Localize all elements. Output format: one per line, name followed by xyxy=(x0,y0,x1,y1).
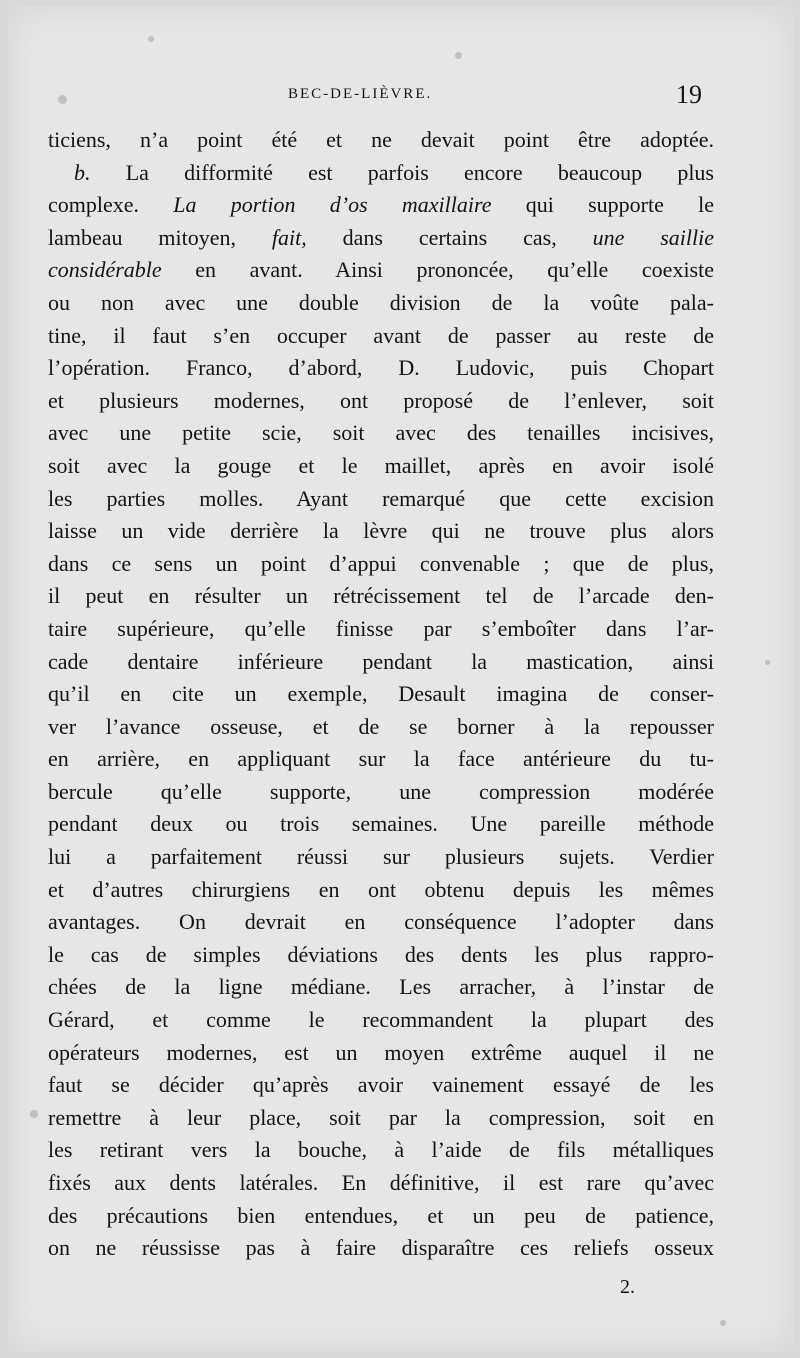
text-line: complexe. La portion d’os maxillaire qui supporte le xyxy=(48,192,714,218)
text-line: lambeau mitoyen, fait, dans certains cas, une saillie xyxy=(48,224,714,250)
text-line: b. La difformité est parfois encore beaucoup plus xyxy=(74,159,714,185)
text-line: des précautions bien entendues, et un peu de patience, xyxy=(48,1202,714,1228)
text-line: pendant deux ou trois semaines. Une pareille méthode xyxy=(48,811,714,837)
text-line: taire supérieure, qu’elle finisse par s’emboîter dans l’ar- xyxy=(48,615,714,641)
text-line: les retirant vers la bouche, à l’aide de fils métalliques xyxy=(48,1137,714,1163)
text-line: on ne réussisse pas à faire disparaître ces reliefs osseux xyxy=(48,1235,714,1261)
text-line: soit avec la gouge et le maillet, après en avoir isolé xyxy=(48,452,714,478)
signature-mark: 2. xyxy=(620,1276,635,1298)
text-line: en arrière, en appliquant sur la face antérieure du tu- xyxy=(48,746,714,772)
running-title: BEC-DE-LIÈVRE. xyxy=(288,86,433,102)
text-line: avec une petite scie, soit avec des tenailles incisives, xyxy=(48,420,714,446)
text-line: remettre à leur place, soit par la compression, soit en xyxy=(48,1104,714,1130)
page-number: 19 xyxy=(676,80,702,109)
text-line: opérateurs modernes, est un moyen extrême auquel il ne xyxy=(48,1039,714,1065)
text-line: l’opération. Franco, d’abord, D. Ludovic, puis Chopart xyxy=(48,355,714,381)
text-line: ver l’avance osseuse, et de se borner à la repousser xyxy=(48,713,714,739)
paper-speck xyxy=(58,95,67,104)
text-line: lui a parfaitement réussi sur plusieurs sujets. Verdier xyxy=(48,844,714,870)
text-line: ticiens, n’a point été et ne devait point être adoptée. xyxy=(48,127,714,152)
text-line: les parties molles. Ayant remarqué que cette excision xyxy=(48,485,714,511)
paper-speck xyxy=(30,1110,38,1118)
text-line: chées de la ligne médiane. Les arracher, à l’instar de xyxy=(48,974,714,1000)
paper-speck xyxy=(765,660,770,665)
text-line: ou non avec une double division de la voûte pala- xyxy=(48,289,714,315)
paper-speck xyxy=(720,1320,726,1326)
paper-speck xyxy=(148,36,154,42)
paper-speck xyxy=(455,52,462,59)
body-text xyxy=(48,124,714,1265)
text-line: le cas de simples déviations des dents les plus rappro- xyxy=(48,941,714,967)
text-line: faut se décider qu’après avoir vainement essayé de les xyxy=(48,1072,714,1098)
text-line: Gérard, et comme le recommandent la plupart des xyxy=(48,1007,714,1033)
text-line: cade dentaire inférieure pendant la mastication, ainsi xyxy=(48,648,714,674)
text-line: laisse un vide derrière la lèvre qui ne trouve plus alors xyxy=(48,518,714,544)
text-line: il peut en résulter un rétrécissement tel de l’arcade den- xyxy=(48,583,714,609)
page-header xyxy=(0,82,800,112)
text-line: qu’il en cite un exemple, Desault imagina de conser- xyxy=(48,681,714,707)
text-line: dans ce sens un point d’appui convenable ; que de plus, xyxy=(48,550,714,576)
text-line: considérable en avant. Ainsi prononcée, qu’elle coexiste xyxy=(48,257,714,283)
text-line: et plusieurs modernes, ont proposé de l’enlever, soit xyxy=(48,387,714,413)
text-line: et d’autres chirurgiens en ont obtenu depuis les mêmes xyxy=(48,876,714,902)
text-line: avantages. On devrait en conséquence l’adopter dans xyxy=(48,909,714,935)
text-line: bercule qu’elle supporte, une compression modérée xyxy=(48,778,714,804)
text-line: tine, il faut s’en occuper avant de passer au reste de xyxy=(48,322,714,348)
text-line: fixés aux dents latérales. En définitive, il est rare qu’avec xyxy=(48,1170,714,1195)
